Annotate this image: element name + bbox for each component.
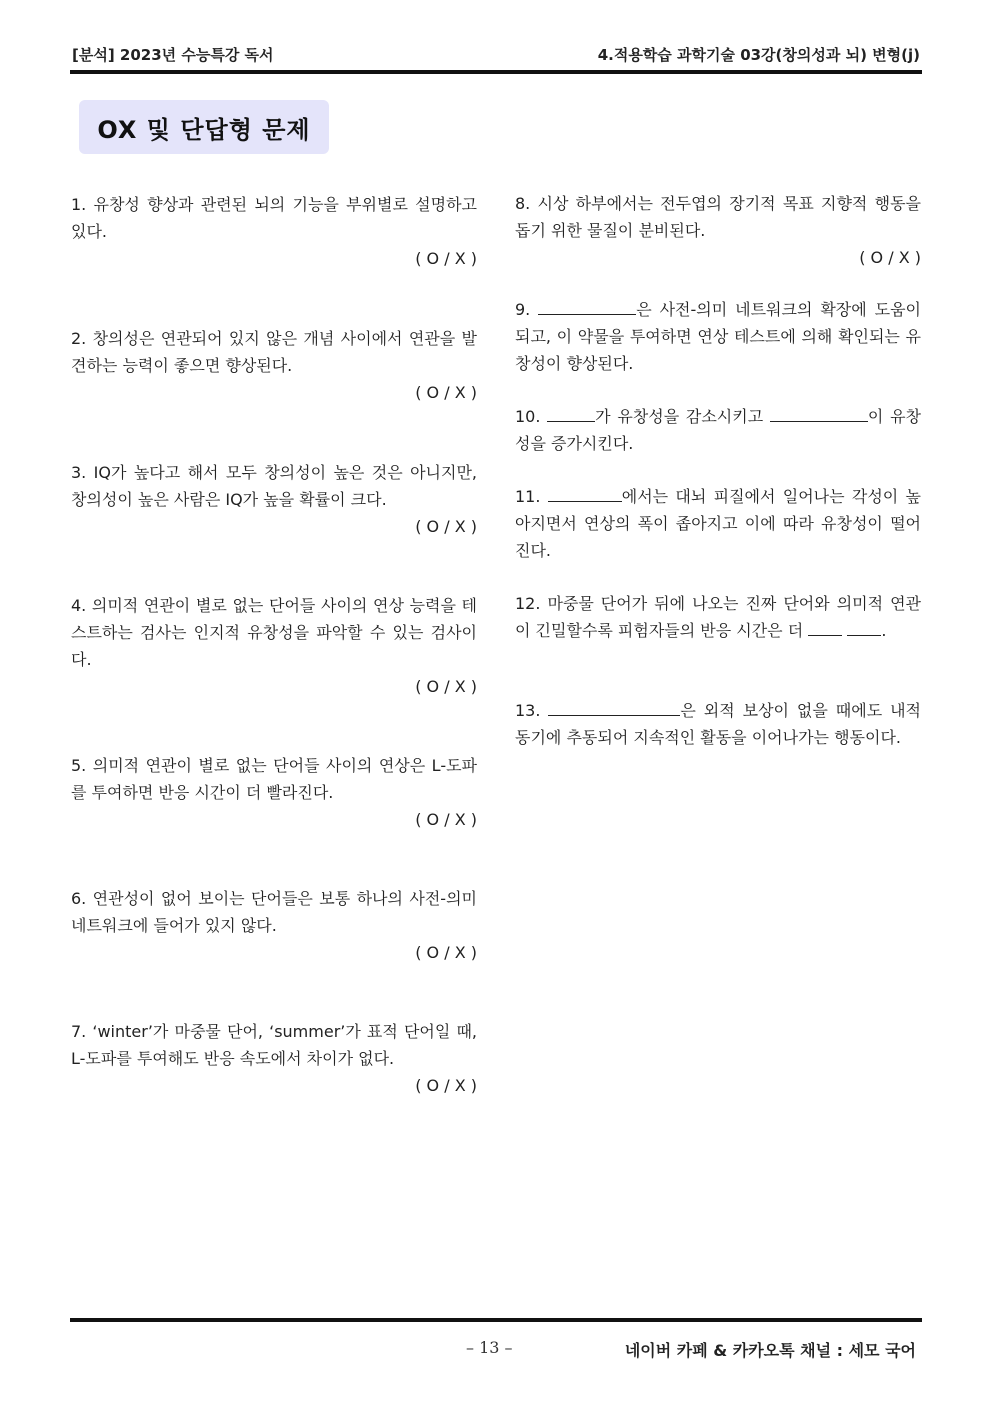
question-text: 1. 유창성 향상과 관련된 뇌의 기능을 부위별로 설명하고 있다.	[71, 195, 477, 241]
question-text: 4. 의미적 연관이 별로 없는 단어들 사이의 연상 능력을 테스트하는 검사는 인지적 유창성을 파악할 수 있는 검사이다.	[71, 596, 477, 669]
question-7	[71, 1018, 477, 1099]
question-text: 6. 연관성이 없어 보이는 단어들은 보통 하나의 사전-의미 네트워크에 들어가 있지 않다.	[71, 889, 477, 935]
question-9	[515, 296, 921, 377]
question-text: 에서는 대뇌 피질에서 일어나는 각성이 높아지면서 연상의 폭이 좁아지고 이에 따라 유창성이 떨어진다.	[515, 487, 921, 560]
question-text: 12. 마중물 단어가 뒤에 나오는 진짜 단어와 의미적 연관이 긴밀할수록 피험자들의 반응 시간은 더	[515, 594, 921, 640]
question-text: 7. ‘winter’가 마중물 단어, ‘summer’가 표적 단어일 때, L-도파를 투여해도 반응 속도에서 차이가 없다.	[71, 1022, 477, 1068]
answer-blank[interactable]	[808, 619, 842, 636]
page-number: – 13 –	[466, 1338, 513, 1357]
ox-answer: ( O / X )	[859, 248, 921, 267]
question-text: 2. 창의성은 연관되어 있지 않은 개념 사이에서 연관을 발견하는 능력이 좋으면 향상된다.	[71, 329, 477, 375]
question-3	[71, 459, 477, 540]
section-title: OX 및 단답형 문제	[79, 100, 329, 154]
ox-answer: ( O / X )	[415, 810, 477, 829]
question-5	[71, 752, 477, 833]
answer-blank[interactable]	[770, 405, 868, 422]
question-text: 은 사전-의미 네트워크의 확장에 도움이 되고, 이 약물을 투여하면 연상 테스트에 의해 확인되는 유창성이 향상된다.	[515, 300, 921, 373]
ox-answer: ( O / X )	[415, 1076, 477, 1095]
question-number: 13.	[515, 701, 541, 720]
answer-blank[interactable]	[547, 405, 595, 422]
footer-rule	[70, 1318, 922, 1322]
answer-blank[interactable]	[847, 619, 881, 636]
question-end: .	[881, 621, 887, 640]
question-11	[515, 483, 921, 564]
question-text: 이 유창성을 증가시킨다.	[515, 407, 921, 453]
ox-answer: ( O / X )	[415, 517, 477, 536]
header-left: [분석] 2023년 수능특강 독서	[72, 46, 274, 64]
question-4	[71, 592, 477, 700]
question-number: 10.	[515, 407, 541, 426]
question-number: 11.	[515, 487, 541, 506]
answer-blank[interactable]	[538, 298, 636, 315]
question-12	[515, 590, 921, 644]
question-1	[71, 191, 477, 272]
question-text: 5. 의미적 연관이 별로 없는 단어들 사이의 연상은 L-도파를 투여하면 반응 시간이 더 빨라진다.	[71, 756, 477, 802]
answer-blank[interactable]	[548, 699, 680, 716]
question-text: 가 유창성을 감소시키고	[595, 407, 764, 426]
question-8	[515, 190, 921, 271]
question-number: 9.	[515, 300, 531, 319]
ox-answer: ( O / X )	[415, 249, 477, 268]
question-10	[515, 403, 921, 457]
question-2	[71, 325, 477, 406]
question-6	[71, 885, 477, 966]
ox-answer: ( O / X )	[415, 383, 477, 402]
question-text: 8. 시상 하부에서는 전두엽의 장기적 목표 지향적 행동을 돕기 위한 물질이 분비된다.	[515, 194, 921, 240]
question-text: 은 외적 보상이 없을 때에도 내적 동기에 추동되어 지속적인 활동을 이어나가는 행동이다.	[515, 701, 921, 747]
question-text: 3. IQ가 높다고 해서 모두 창의성이 높은 것은 아니지만, 창의성이 높은 사람은 IQ가 높을 확률이 크다.	[71, 463, 477, 509]
ox-answer: ( O / X )	[415, 943, 477, 962]
ox-answer: ( O / X )	[415, 677, 477, 696]
header-right: 4.적용학습 과학기술 03강(창의성과 뇌) 변형(j)	[597, 46, 920, 64]
header-rule	[70, 70, 922, 74]
question-13	[515, 697, 921, 751]
answer-blank[interactable]	[548, 485, 622, 502]
footer-credit: 네이버 카페 & 카카오톡 채널 : 세모 국어	[624, 1341, 916, 1360]
